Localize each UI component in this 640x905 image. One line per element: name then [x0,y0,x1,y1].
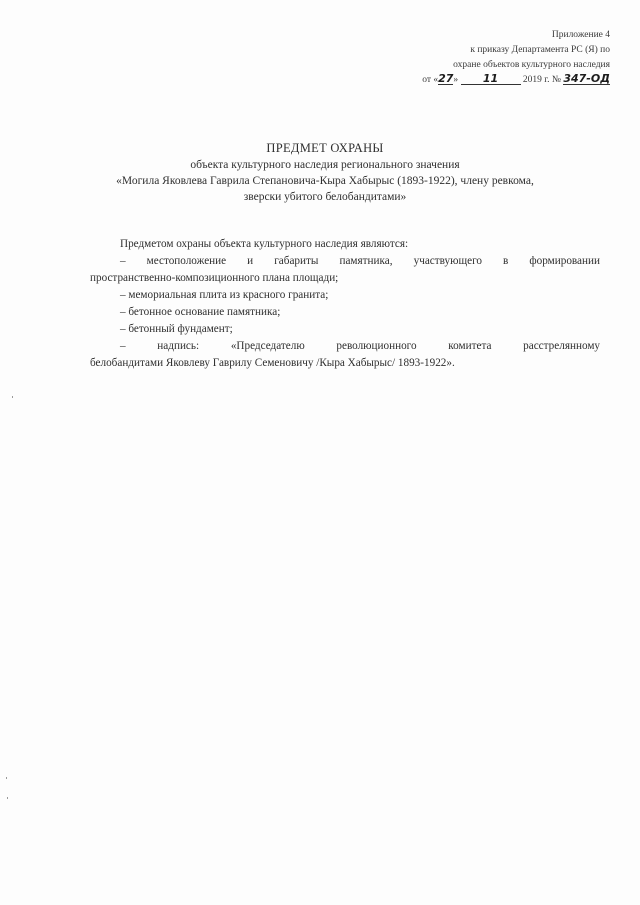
body-item-1-line-1: – местоположение и габариты памятника, участвующего в формировании [120,255,600,267]
date-day-handwritten: 27 [438,72,454,85]
body-item-5-line-2: белобандитами Яковлеву Гаврилу Семеновичу /Кыра Хабырыс/ 1893-1922». [90,357,455,369]
body-item-4: – бетонный фундамент; [120,323,233,335]
title-subtitle-2: «Могила Яковлева Гаврила Степановича-Кыра Хабырыс (1893-1922), члену ревкома, [116,175,534,187]
appendix-order-ref: к приказу Департамента РС (Я) по [470,45,610,55]
date-separator: » [453,75,459,85]
appendix-department: охране объектов культурного наследия [453,60,610,70]
title-block [110,140,540,205]
appendix-header [390,28,610,88]
date-year: 2019 г. № [522,75,561,85]
date-month-handwritten: 11 [461,73,521,85]
body-item-2: – мемориальная плита из красного гранита; [120,289,329,301]
scan-speck [6,777,7,779]
title-subtitle-1: объекта культурного наследия регионального значения [190,159,460,171]
date-prefix: от « [422,75,439,85]
order-number-handwritten: 347-ОД [563,72,610,85]
body-item-1-line-2: пространственно-композиционного плана площади; [90,272,339,284]
document-title: ПРЕДМЕТ ОХРАНЫ [266,141,384,155]
scan-speck [7,797,8,799]
appendix-date-line [390,73,610,88]
body-item-5-line-1: – надпись: «Председателю революционного комитета расстрелянному [120,340,600,352]
body-intro: Предметом охраны объекта культурного наследия являются: [120,238,409,250]
body-text [90,236,600,372]
appendix-number: Приложение 4 [551,30,610,40]
scan-speck [12,396,13,398]
body-item-3: – бетонное основание памятника; [120,306,281,318]
title-subtitle-3: зверски убитого белобандитами» [243,191,407,203]
